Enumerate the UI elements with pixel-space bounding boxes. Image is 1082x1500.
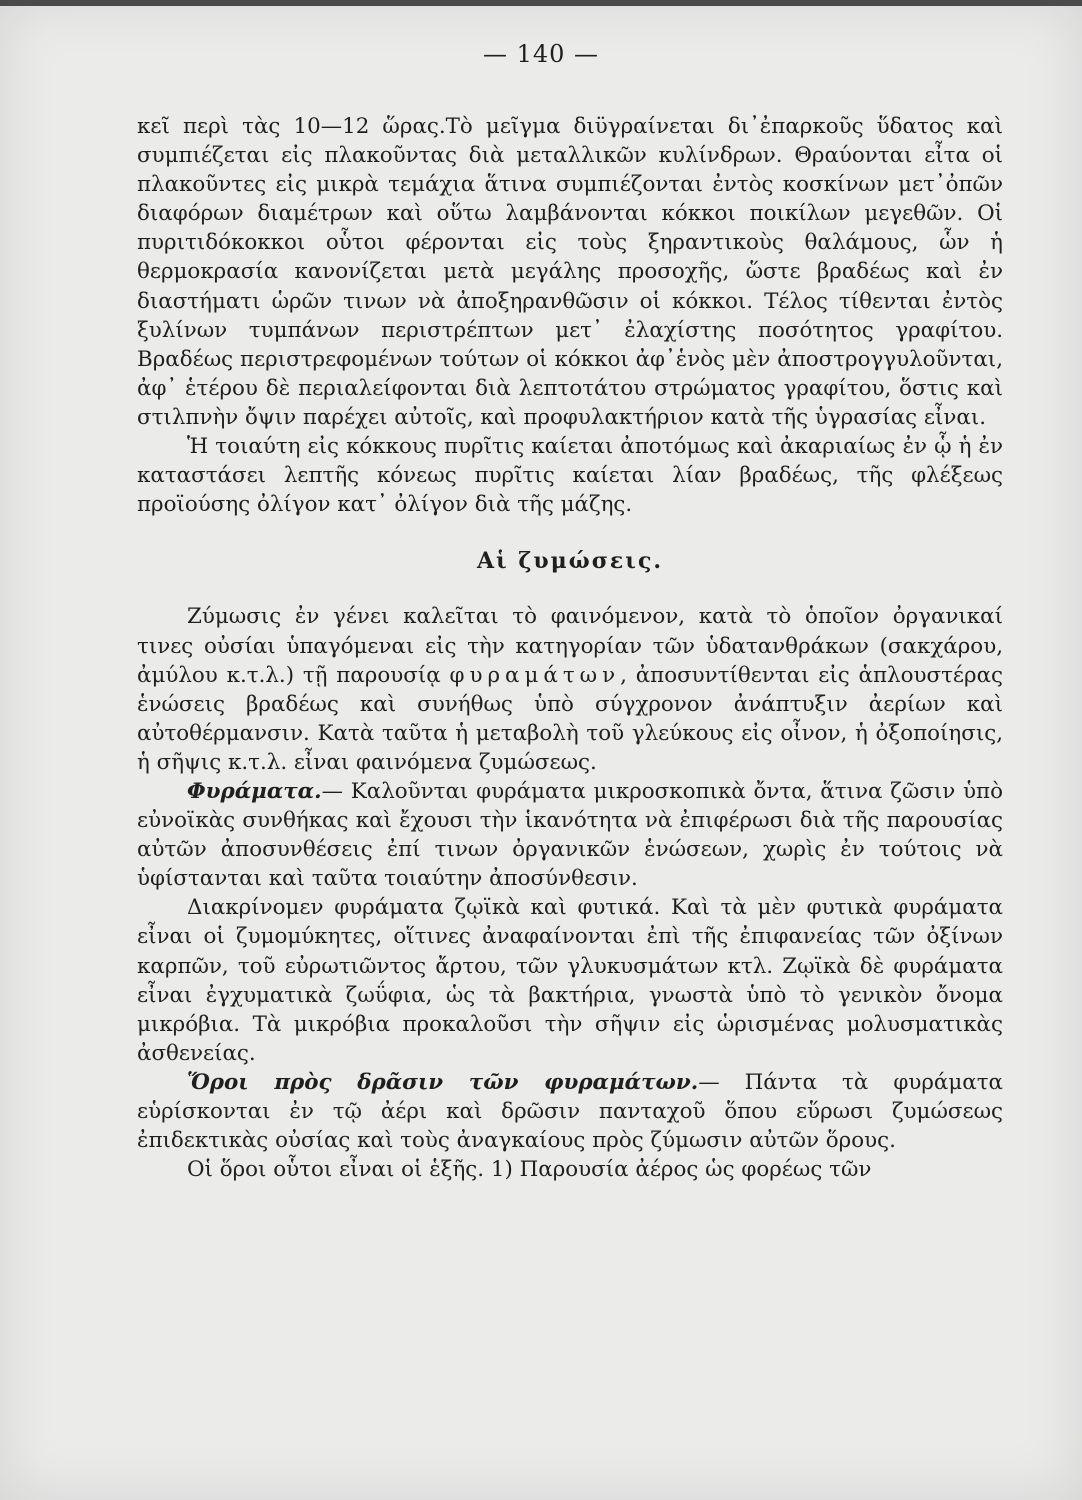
paragraph-combustion: Ἡ τοιαύτη εἰς κόκκους πυρῖτις καίεται ἀποτόμως καὶ ἀκαριαίως ἐν ᾧ ἡ ἐν καταστάσει λεπτῆς κόνεως πυρῖτις καίεται λίαν βραδέως, τῆς φλέξεως προϊούσης ὀλίγον κατ᾽ ὀλίγον διὰ τῆς μάζης. — [137, 434, 1003, 518]
term-heading: Ὅροι πρὸς δρᾶσιν τῶν φυραμάτων. — [187, 1069, 699, 1095]
paragraph-text: — Πάντα τὰ φυράματα εὑρίσκονται ἐν τῷ ἀέρι καὶ δρῶσιν πανταχοῦ ὅπου εὕρωσι ζυμώσεως ἐπιδεκτικὰς οὐσίας καὶ τοὺς ἀναγκαίους πρὸς ζύμωσιν αὐτῶν ὅρους. — [137, 1069, 1004, 1154]
paragraph-gunpowder-process: κεῖ περὶ τὰς 10—12 ὥρας.Τὸ μεῖγμα διϋγραίνεται δι᾽ἐπαρκοῦς ὕδατος καὶ συμπιέζεται εἰς πλακοῦντας διὰ μεταλλικῶν κυλίνδρων. Θραύονται εἶτα οἱ πλακοῦντες εἰς μικρὰ τεμάχια ἅτινα συμπιέζονται ἐντὸς κοσκίνων μετ᾽ὀπῶν διαφόρων διαμέτρων καὶ οὕτω λαμβάνονται κόκκοι ποικίλων μεγεθῶν. Οἱ πυριτιδόκοκκοι οὗτοι φέρονται εἰς τοὺς ξηραντικοὺς θαλάμους, ὧν ἡ θερμοκρασία κανονίζεται μετὰ μεγάλης προσοχῆς, ὥστε βραδέως καὶ ἐν διαστήματι ὡρῶν τινων νὰ ἀποξηρανθῶσιν οἱ κόκκοι. Τέλος τίθενται ἐντὸς ξυλίνων τυμπάνων περιστρέπτων μετ᾽ ἐλαχίστης ποσότητος γραφίτου. Βραδέως περιστρεφομένων τούτων οἱ κόκκοι ἀφ᾽ἑνὸς μὲν ἀποστρογγυλοῦνται, ἀφ᾽ ἑτέρου δὲ περιαλείφονται διὰ λεπτοτάτου στρώματος γραφίτου, ὅστις καὶ στιλπνὴν ὄψιν παρέχει αὐτοῖς, καὶ προφυλακτήριον κατὰ τῆς ὑγρασίας εἶναι. — [137, 114, 1003, 430]
paragraph-ferments — [137, 777, 1003, 893]
paragraph-text: Ζύμωσις ἐν γένει καλεῖται τὸ φαινόμενον, κατὰ τὸ ὁποῖον ὀργανικαί τινες οὐσίαι ὑπαγόμεναι εἰς τὴν κατηγορίαν τῶν ὑδατανθράκων (σακχάρου, ἀμύλου κ.τ.λ.) τῇ παρουσίᾳ — [137, 604, 1003, 688]
paragraph-conditions — [137, 1068, 1003, 1155]
paragraph-text: — Καλοῦνται φυράματα μικροσκοπικὰ ὄντα, ἅτινα ζῶσιν ὑπὸ εὐνοϊκὰς συνθήκας καὶ ἔχουσι τὴν ἱκανότητα νὰ ἐπιφέρωσι διὰ τῆς παρουσίας αὐτῶν ἀποσυνθέσεις ἐπί τινων ὀργανικῶν ἑνώσεων, χωρὶς ἐν τούτοις νὰ ὑφίστανται καὶ ταῦτα τοιαύτην ἀποσύνθεσιν. — [137, 778, 1003, 892]
emphasized-term: φυραμάτων — [449, 662, 621, 688]
section-heading: Αἱ ζυμώσεις. — [476, 548, 663, 575]
page-body — [137, 112, 1003, 1184]
paragraph-ferment-types: Διακρίνομεν φυράματα ζῳϊκὰ καὶ φυτικά. Καὶ τὰ μὲν φυτικὰ φυράματα εἶναι οἱ ζυμομύκητες, οἵτινες ἀναφαίνονται ἐπὶ τῆς ἐπιφανείας τῶν ὀξίνων καρπῶν, τοῦ εὐρωτιῶντος ἄρτου, τῶν γλυκυσμάτων κτλ. Ζῳϊκὰ δὲ φυράματα εἶναι ἐγχυματικὰ ζωΰφια, ὡς τὰ βακτήρια, γνωστὰ ὑπὸ τὸ γενικὸν ὄνομα μικρόβια. Τὰ μικρόβια προκαλοῦσι τὴν σῆψιν εἰς ὡρισμένας μολυσματικὰς ἀσθενείας. — [137, 895, 1003, 1066]
term-heading: Φυράματα. — [187, 778, 322, 804]
paragraph-fermentation-definition — [137, 602, 1003, 777]
paragraph-text: , ἀποσυντίθενται εἰς ἁπλουστέρας ἑνώσεις βραδέως καὶ συνήθως ὑπὸ σύγχρονον ἀνάπτυξιν ἀερίων καὶ αὐτοθέρμανσιν. Κατὰ ταῦτα ἡ μεταβολὴ τοῦ γλεύκους εἰς οἶνον, ἡ ὀξοποίησις, ἡ σῆψις κ.τ.λ. εἶναι φαινόμενα ζυμώσεως. — [137, 662, 1003, 775]
page-number: — 140 — — [482, 40, 600, 68]
paragraph-conditions-list: Οἱ ὅροι οὗτοι εἶναι οἱ ἑξῆς. 1) Παρουσία ἀέρος ὡς φορέως τῶν — [187, 1157, 872, 1183]
scan-border — [0, 0, 1082, 6]
